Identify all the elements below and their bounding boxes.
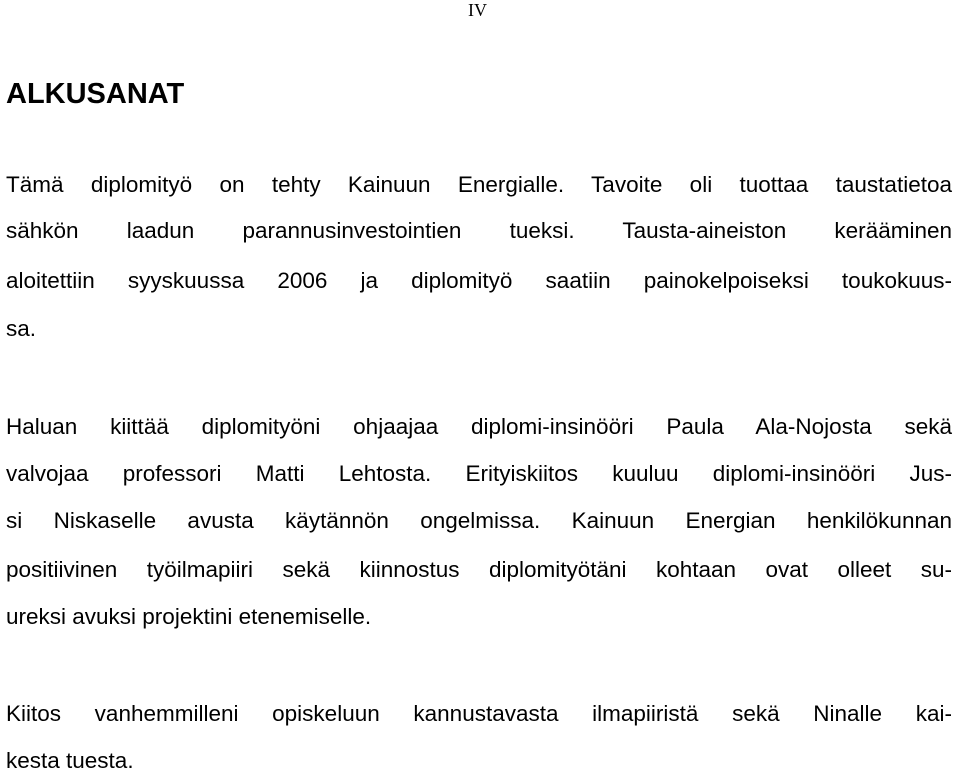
paragraph-line: ureksi avuksi projektini etenemiselle. [6, 604, 372, 629]
paragraph-line: sähkön laadun parannusinvestointien tueksi. Tausta-aineiston kerääminen [6, 218, 952, 243]
paragraph-line: kesta tuesta. [6, 748, 134, 773]
paragraph-line: Kiitos vanhemmilleni opiskeluun kannustavasta ilmapiiristä sekä Ninalle kai- [6, 701, 952, 726]
page-title: ALKUSANAT [6, 78, 185, 110]
paragraph-line: si Niskaselle avusta käytännön ongelmissa. Kainuun Energian henkilökunnan [6, 508, 952, 533]
paragraph-line: sa. [6, 316, 37, 341]
paragraph-line: Tämä diplomityö on tehty Kainuun Energialle. Tavoite oli tuottaa taustatietoa [6, 172, 952, 197]
page-number: IV [468, 0, 487, 20]
paragraph-line: valvojaa professori Matti Lehtosta. Erityiskiitos kuuluu diplomi-insinööri Jus- [6, 461, 952, 486]
paragraph-line: aloitettiin syyskuussa 2006 ja diplomityö saatiin painokelpoiseksi toukokuus- [6, 268, 952, 293]
paragraph-line: Haluan kiittää diplomityöni ohjaajaa diplomi-insinööri Paula Ala-Nojosta sekä [6, 414, 952, 439]
paragraph-line: positiivinen työilmapiiri sekä kiinnostus diplomityötäni kohtaan ovat olleet su- [6, 557, 952, 582]
